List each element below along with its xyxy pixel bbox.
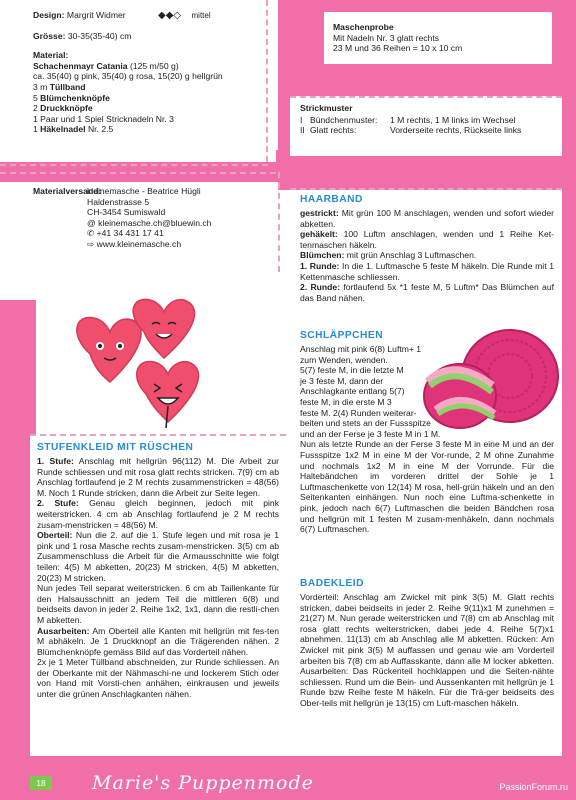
haarband-section bbox=[300, 194, 554, 303]
pattern-title: Strickmuster bbox=[300, 103, 353, 113]
material-line-2: 3 m Tüllband bbox=[33, 81, 86, 92]
supplier-email[interactable]: @ kleinemasche.ch@bluewin.ch bbox=[87, 217, 212, 228]
materials-box-border-bottom bbox=[0, 164, 268, 166]
stufenkleid-para-5: 2x je 1 Meter Tüllband abschneiden, zur Runde schliessen. An der Oberkante mit der Nähmaschi-ne und lockerem Stich oder von Hand mit Vorsti-chen anhähen, einkrausen und jeweils unter die grünen Anschlagkanten nähen. bbox=[37, 657, 279, 700]
stufenkleid-section bbox=[37, 442, 279, 700]
supplier-website[interactable]: ⇨ www.kleinemasche.ch bbox=[87, 238, 182, 249]
right-content-border bbox=[290, 188, 562, 190]
design-value: Margrit Widmer bbox=[66, 10, 126, 20]
material-label: Material: bbox=[33, 50, 69, 61]
heart-smiling-icon bbox=[133, 299, 194, 358]
gauge-section bbox=[333, 22, 548, 54]
stufenkleid-para-3: Nun jedes Teil separat weiterstricken. 6 cm ab Taillenkante für den Halsausschnitt an jedem Teil die mittleren 6(8) und beidseits davon in jeder 2. Reihe 1x2, 1x1, dann die restli-chen M abketten. bbox=[37, 583, 279, 625]
schlappchen-wide: Nun als letzte Runde an der Ferse 3 feste M in eine M und an der Fussspitze 1x2 M in eine M der Vor-runde, 2 M ohne Zunahme und nochmals 1x2 M in eine M der Vorrunde. Für die Haltebändchen im vorderen drittel der Sohle je 1 Luftmaschenkette von 12(14) M rosa, hell-grün häkeln und an den Seitenkanten einhängen. Nun noch eine Luftma-schenkette in pink, jedoch nach 6(7) Luftmaschen die beiden Bändchen rosa und hellgrün mit 1 festen M zusam-menhäkeln, dann nochmals 6(7) Luftmaschen. bbox=[300, 439, 554, 535]
page-number: 18 bbox=[30, 776, 52, 790]
supplier-label: Materialversand: bbox=[33, 186, 102, 196]
material-line-1: ca. 35(40) g pink, 35(40) g rosa, 15(20) g hellgrün bbox=[33, 71, 223, 82]
material-line-5: 1 Paar und 1 Spiel Stricknadeln Nr. 3 bbox=[33, 113, 174, 124]
design-line bbox=[33, 10, 263, 22]
supplier-box-border bbox=[0, 172, 276, 174]
stufenkleid-para-2: Oberteil: Nun die 2. auf die 1. Stufe legen und mit rosa je 1 pink und 1 rosa Masche rechts zusam-menstricken. 3(5) cm ab Zusammenschluss die Arbeit für die Armausschnitte wie folgt teilen: 4(5) M abketten, 20(23) M stricken, 4(5) M abketten, 20(23) M stricken. bbox=[37, 530, 279, 583]
haarband-line-0: gestrickt: Mit grün 100 M anschlagen, wenden und sofort wieder abketten. bbox=[300, 208, 554, 229]
pattern-row-2: II Glatt rechts: Vorderseite rechts, Rückseite links bbox=[300, 125, 522, 136]
gauge-line-1: Mit Nadeln Nr. 3 glatt rechts bbox=[333, 32, 440, 43]
watermark: PassionForum.ru bbox=[499, 782, 568, 792]
pattern-section bbox=[300, 103, 560, 136]
supplier-name: kleinemasche - Beatrice Hügli bbox=[87, 186, 201, 196]
schlappchen-narrow: Anschlag mit pink 6(8) Luftm+ 1 zum Wenden, wenden. 5(7) feste M, in die letzte M je 3 feste M, dann der Anschlagkante entlang 5(7) feste M, in die erste M 3 feste M. 2(4) Runden weiterar- beiten und stets an der Fussspitze und an der Ferse je 3 feste M in 1 M. bbox=[300, 344, 441, 439]
haarband-title: HAARBAND bbox=[300, 194, 363, 205]
stufenkleid-para-0: 1. Stufe: Anschlag mit hellgrün 96(112) M. Die Arbeit zur Runde schliessen und mit rosa glatt rechts stricken. 7(9) cm ab Anschlag fortlaufend je 2 M rechts zusammenstricken = 48(56) M. Noch 1 Runde stricken, dann die Arbeit zur Seite legen. bbox=[37, 456, 279, 498]
materials-box-border bbox=[266, 0, 268, 162]
schlappchen-section bbox=[300, 330, 554, 535]
heart-laughing-icon bbox=[137, 361, 199, 428]
size-label: Grösse: bbox=[33, 30, 66, 41]
material-line-6: 1 Häkelnadel Nr. 2.5 bbox=[33, 124, 114, 135]
supplier-lines bbox=[87, 186, 272, 250]
supplier-street: Haldenstrasse 5 bbox=[87, 196, 150, 207]
schlappchen-title: SCHLÄPPCHEN bbox=[300, 330, 384, 341]
badekleid-text: Vorderteil: Anschlag am Zwickel mit pink 3(5) M. Glatt rechts stricken, dabei beidseits in jeder 2. Reihe 9(11)x1 M zunehmen = 21(27) M. Nun gerade weiterstricken und 7(8) cm ab Anschlag mit rosa glatt rechts weiterstricken, dabei jede 4. Reihe 5(7)x1 abnehmen. 11(13) cm ab Anschlag alle M abketten. Rücken: Am Zwickel mit pink 3(5) M auffassen und genau wie am Vorderteil arbeiten bis 7(8) cm ab Auffasskante, dann alle M locker abketten. Ausarbeiten: Das Rückenteil hochklappen und die Seiten-nähte schliessen. Rund um die Bein- und Aussenkanten mit hellgrün je 1 Runde bzw Reihe feste M häkeln. Für die Trä-ger beidseits des Ober-teils mit hellgrün je 13(15) cm Luft-maschen häkeln. bbox=[300, 592, 554, 708]
stufenkleid-para-4: Ausarbeiten: Am Oberteil alle Kanten mit hellgrün mit fes-ten M abhäkeln. Je 1 Druckknopf an die Trägerenden nähen. 2 Blümchenknöpfe gemäss Bild auf das Vorderteil nähen. bbox=[37, 625, 279, 657]
gauge-title: Maschenprobe bbox=[333, 22, 394, 32]
material-line-0: Schachenmayr Catania (125 m/50 g) bbox=[33, 60, 179, 71]
materials-section bbox=[33, 10, 263, 135]
hearts-illustration bbox=[60, 296, 250, 436]
supplier-box-border-right bbox=[278, 172, 280, 272]
haarband-line-4: 2. Runde: fortlaufend 5x *1 feste M, 5 Luftm* Das Blümchen auf das Band nähen. bbox=[300, 282, 554, 303]
gauge-line-2: 23 M und 36 Reihen = 10 x 10 cm bbox=[333, 43, 463, 54]
haarband-line-2: Blümchen: mit grün Anschlag 3 Luftmaschen. bbox=[300, 250, 477, 261]
design-label: Design: bbox=[33, 10, 65, 20]
supplier-phone: ✆ +41 34 431 17 41 bbox=[87, 228, 164, 239]
pink-frame-bottom bbox=[0, 756, 576, 768]
haarband-line-1: gehäkelt: 100 Luftm anschlagen, wenden und 1 Reihe Ket-tenmaschen häkeln. bbox=[300, 229, 554, 250]
difficulty-label: mittel bbox=[191, 11, 211, 20]
pattern-box-border bbox=[290, 96, 562, 98]
badekleid-title: BADEKLEID bbox=[300, 578, 364, 589]
footer-title: Marie's Puppenmode bbox=[92, 772, 314, 794]
difficulty-icon: ◆◆◇ bbox=[158, 10, 182, 21]
pattern-row-1: I Bündchenmuster: 1 M rechts, 1 M links im Wechsel bbox=[300, 114, 516, 125]
pink-frame-left-strip bbox=[0, 420, 30, 768]
stufenkleid-title: STUFENKLEID MIT RÜSCHEN bbox=[37, 442, 194, 453]
supplier-city: CH-3454 Sumiswald bbox=[87, 207, 166, 218]
material-line-4: 2 Druckknöpfe bbox=[33, 103, 93, 114]
badekleid-section bbox=[300, 578, 554, 709]
material-line-3: 5 Blümchenknöpfe bbox=[33, 92, 110, 103]
pink-frame-right-strip bbox=[562, 182, 576, 768]
stufenkleid-para-1: 2. Stufe: Genau gleich beginnen, jedoch mit pink weiterstricken. 4 cm ab Anschlag fortlaufend je 2 M rechts zusam-menstricken = 48(56) M. bbox=[37, 498, 279, 530]
haarband-line-3: 1. Runde: In die 1. Luftmasche 5 feste M häkeln. Die Runde mit 1 Kettenmasche schliessen. bbox=[300, 260, 554, 282]
size-line bbox=[33, 31, 263, 42]
heart-blushing-icon bbox=[77, 318, 141, 382]
size-value: 30-35(35-40) cm bbox=[67, 30, 132, 41]
